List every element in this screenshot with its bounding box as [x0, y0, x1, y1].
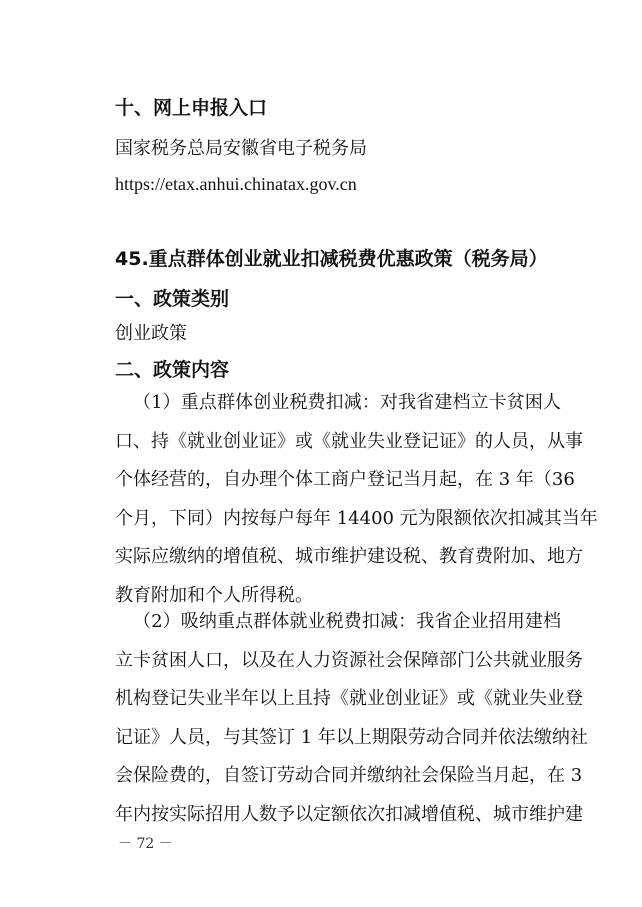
- policy-category-heading: 一、政策类别: [115, 288, 230, 310]
- tax-bureau-name: 国家税务总局安徽省电子税务局: [115, 138, 367, 159]
- paragraph-line: 实际应缴纳的增值税、城市维护建设税、教育费附加、地方: [115, 546, 583, 567]
- policy-paragraph-1: [115, 384, 598, 615]
- paragraph-line: （1）重点群体创业税费扣减：对我省建档立卡贫困人: [133, 392, 561, 413]
- policy-category: 创业政策: [115, 323, 187, 344]
- paragraph-line: 个月，下同）内按每户每年 14400 元为限额依次扣减其当年: [115, 507, 598, 529]
- paragraph-line: 教育附加和个人所得税。: [115, 584, 313, 606]
- tax-bureau-url: https://etax.anhui.chinatax.gov.cn: [115, 174, 357, 194]
- paragraph-line: （2）吸纳重点群体就业税费扣减：我省企业招用建档: [133, 611, 561, 632]
- paragraph-line: 立卡贫困人口，以及在人力资源社会保障部门公共就业服务: [115, 649, 583, 671]
- policy-paragraph-2: [115, 603, 588, 834]
- paragraph-line: 会保险费的，自签订劳动合同并缴纳社会保险当月起，在 3: [115, 765, 583, 786]
- paragraph-line: 个体经营的，自办理个体工商户登记当月起，在 3 年（36: [115, 469, 575, 490]
- paragraph-line: 口、持《就业创业证》或《就业失业登记证》的人员，从事: [115, 430, 583, 452]
- paragraph-line: 记证》人员，与其签订 1 年以上期限劳动合同并依法缴纳社: [115, 726, 588, 748]
- section-heading-online-filing: 十、网上申报入口: [115, 97, 268, 119]
- policy-content-heading: 二、政策内容: [115, 359, 230, 381]
- page-number: － 72 －: [118, 836, 173, 852]
- paragraph-line: 机构登记失业半年以上且持《就业创业证》或《就业失业登: [115, 688, 583, 709]
- paragraph-line: 年内按实际招用人数予以定额依次扣减增值税、城市维护建: [115, 803, 583, 825]
- policy-title: 45.重点群体创业就业扣减税费优惠政策（税务局）: [115, 248, 548, 270]
